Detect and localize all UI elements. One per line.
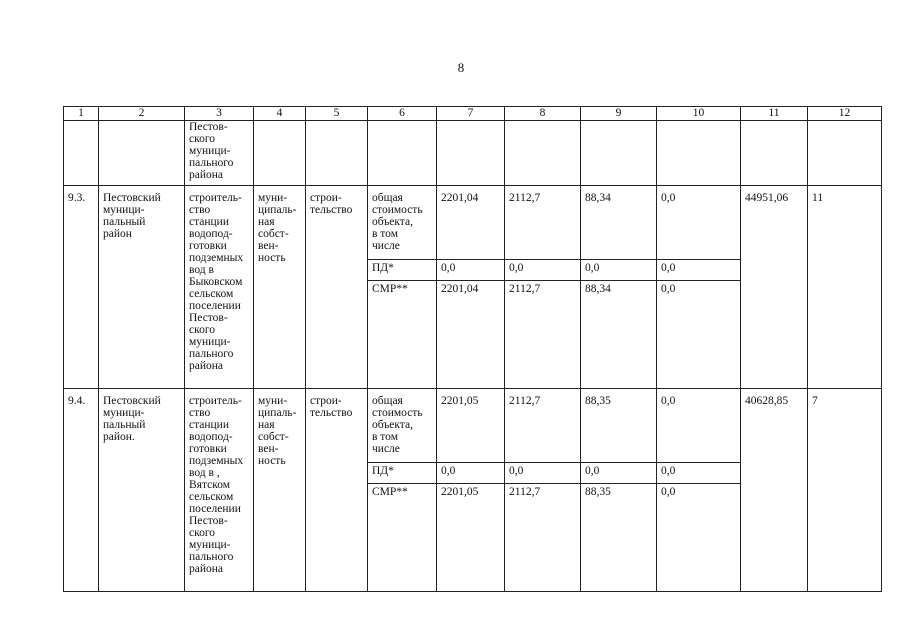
value-cell: 2201,05 [437, 484, 505, 592]
value-cell: 0,0 [437, 260, 505, 281]
value-cell: 0,0 [657, 463, 741, 484]
value-cell: 0,0 [657, 260, 741, 281]
cost-label: общая стоимость объекта, в том числе [368, 186, 437, 260]
municipality-cell: Пестовский муници- пальный район [99, 186, 185, 389]
pd-label: ПД* [368, 463, 437, 484]
work-type-cell: строи- тельство [306, 186, 368, 389]
col-header-12: 12 [808, 107, 882, 121]
value-cell: 0,0 [505, 260, 581, 281]
municipality-cell: Пестовский муници- пальный район. [99, 389, 185, 592]
work-type-cell: строи- тельство [306, 389, 368, 592]
pd-label: ПД* [368, 260, 437, 281]
value-cell: 2201,04 [437, 281, 505, 389]
col-header-10: 10 [657, 107, 741, 121]
value-cell: 2112,7 [505, 186, 581, 260]
value-cell: 0,0 [437, 463, 505, 484]
ownership-cell: муни- ципаль- ная собст- вен- ность [254, 186, 306, 389]
col-header-3: 3 [185, 107, 254, 121]
value-cell: 2201,04 [437, 186, 505, 260]
value-cell: 88,34 [581, 186, 657, 260]
value-cell: 2201,05 [437, 389, 505, 463]
value-cell: 40628,85 [741, 389, 808, 592]
value-cell: 2112,7 [505, 484, 581, 592]
col-header-1: 1 [64, 107, 99, 121]
object-cell: строитель- ство станции водопод- готовки подземных вод в , Вятском сельском поселении Пестов- ского муници- пального района [185, 389, 254, 592]
col-header-8: 8 [505, 107, 581, 121]
value-cell: 44951,06 [741, 186, 808, 389]
col-header-11: 11 [741, 107, 808, 121]
value-cell: 0,0 [657, 484, 741, 592]
smr-label: СМР** [368, 484, 437, 592]
col-header-6: 6 [368, 107, 437, 121]
col-header-7: 7 [437, 107, 505, 121]
value-cell: 11 [808, 186, 882, 389]
smr-label: СМР** [368, 281, 437, 389]
value-cell: 0,0 [657, 281, 741, 389]
row-number: 9.4. [64, 389, 99, 592]
value-cell: 2112,7 [505, 281, 581, 389]
continuation-object-text: Пестов- ского муници- пального района [185, 121, 254, 186]
ownership-cell: муни- ципаль- ная собст- вен- ность [254, 389, 306, 592]
column-number-header [64, 107, 882, 121]
col-header-5: 5 [306, 107, 368, 121]
object-cell: строитель- ство станции водопод- готовки подземных вод в Быковском сельском поселении Пестов- ского муници- пального района [185, 186, 254, 389]
cost-label: общая стоимость объекта, в том числе [368, 389, 437, 463]
value-cell: 2112,7 [505, 389, 581, 463]
value-cell: 0,0 [657, 186, 741, 260]
continuation-row [64, 121, 882, 186]
table-row [64, 186, 882, 260]
value-cell: 88,34 [581, 281, 657, 389]
table-row [64, 389, 882, 463]
value-cell: 0,0 [581, 260, 657, 281]
page-number: 8 [457, 60, 465, 75]
row-number: 9.3. [64, 186, 99, 389]
value-cell: 0,0 [657, 389, 741, 463]
budget-table [63, 106, 882, 592]
value-cell: 88,35 [581, 484, 657, 592]
col-header-2: 2 [99, 107, 185, 121]
col-header-4: 4 [254, 107, 306, 121]
value-cell: 88,35 [581, 389, 657, 463]
value-cell: 7 [808, 389, 882, 592]
value-cell: 0,0 [505, 463, 581, 484]
value-cell: 0,0 [581, 463, 657, 484]
col-header-9: 9 [581, 107, 657, 121]
